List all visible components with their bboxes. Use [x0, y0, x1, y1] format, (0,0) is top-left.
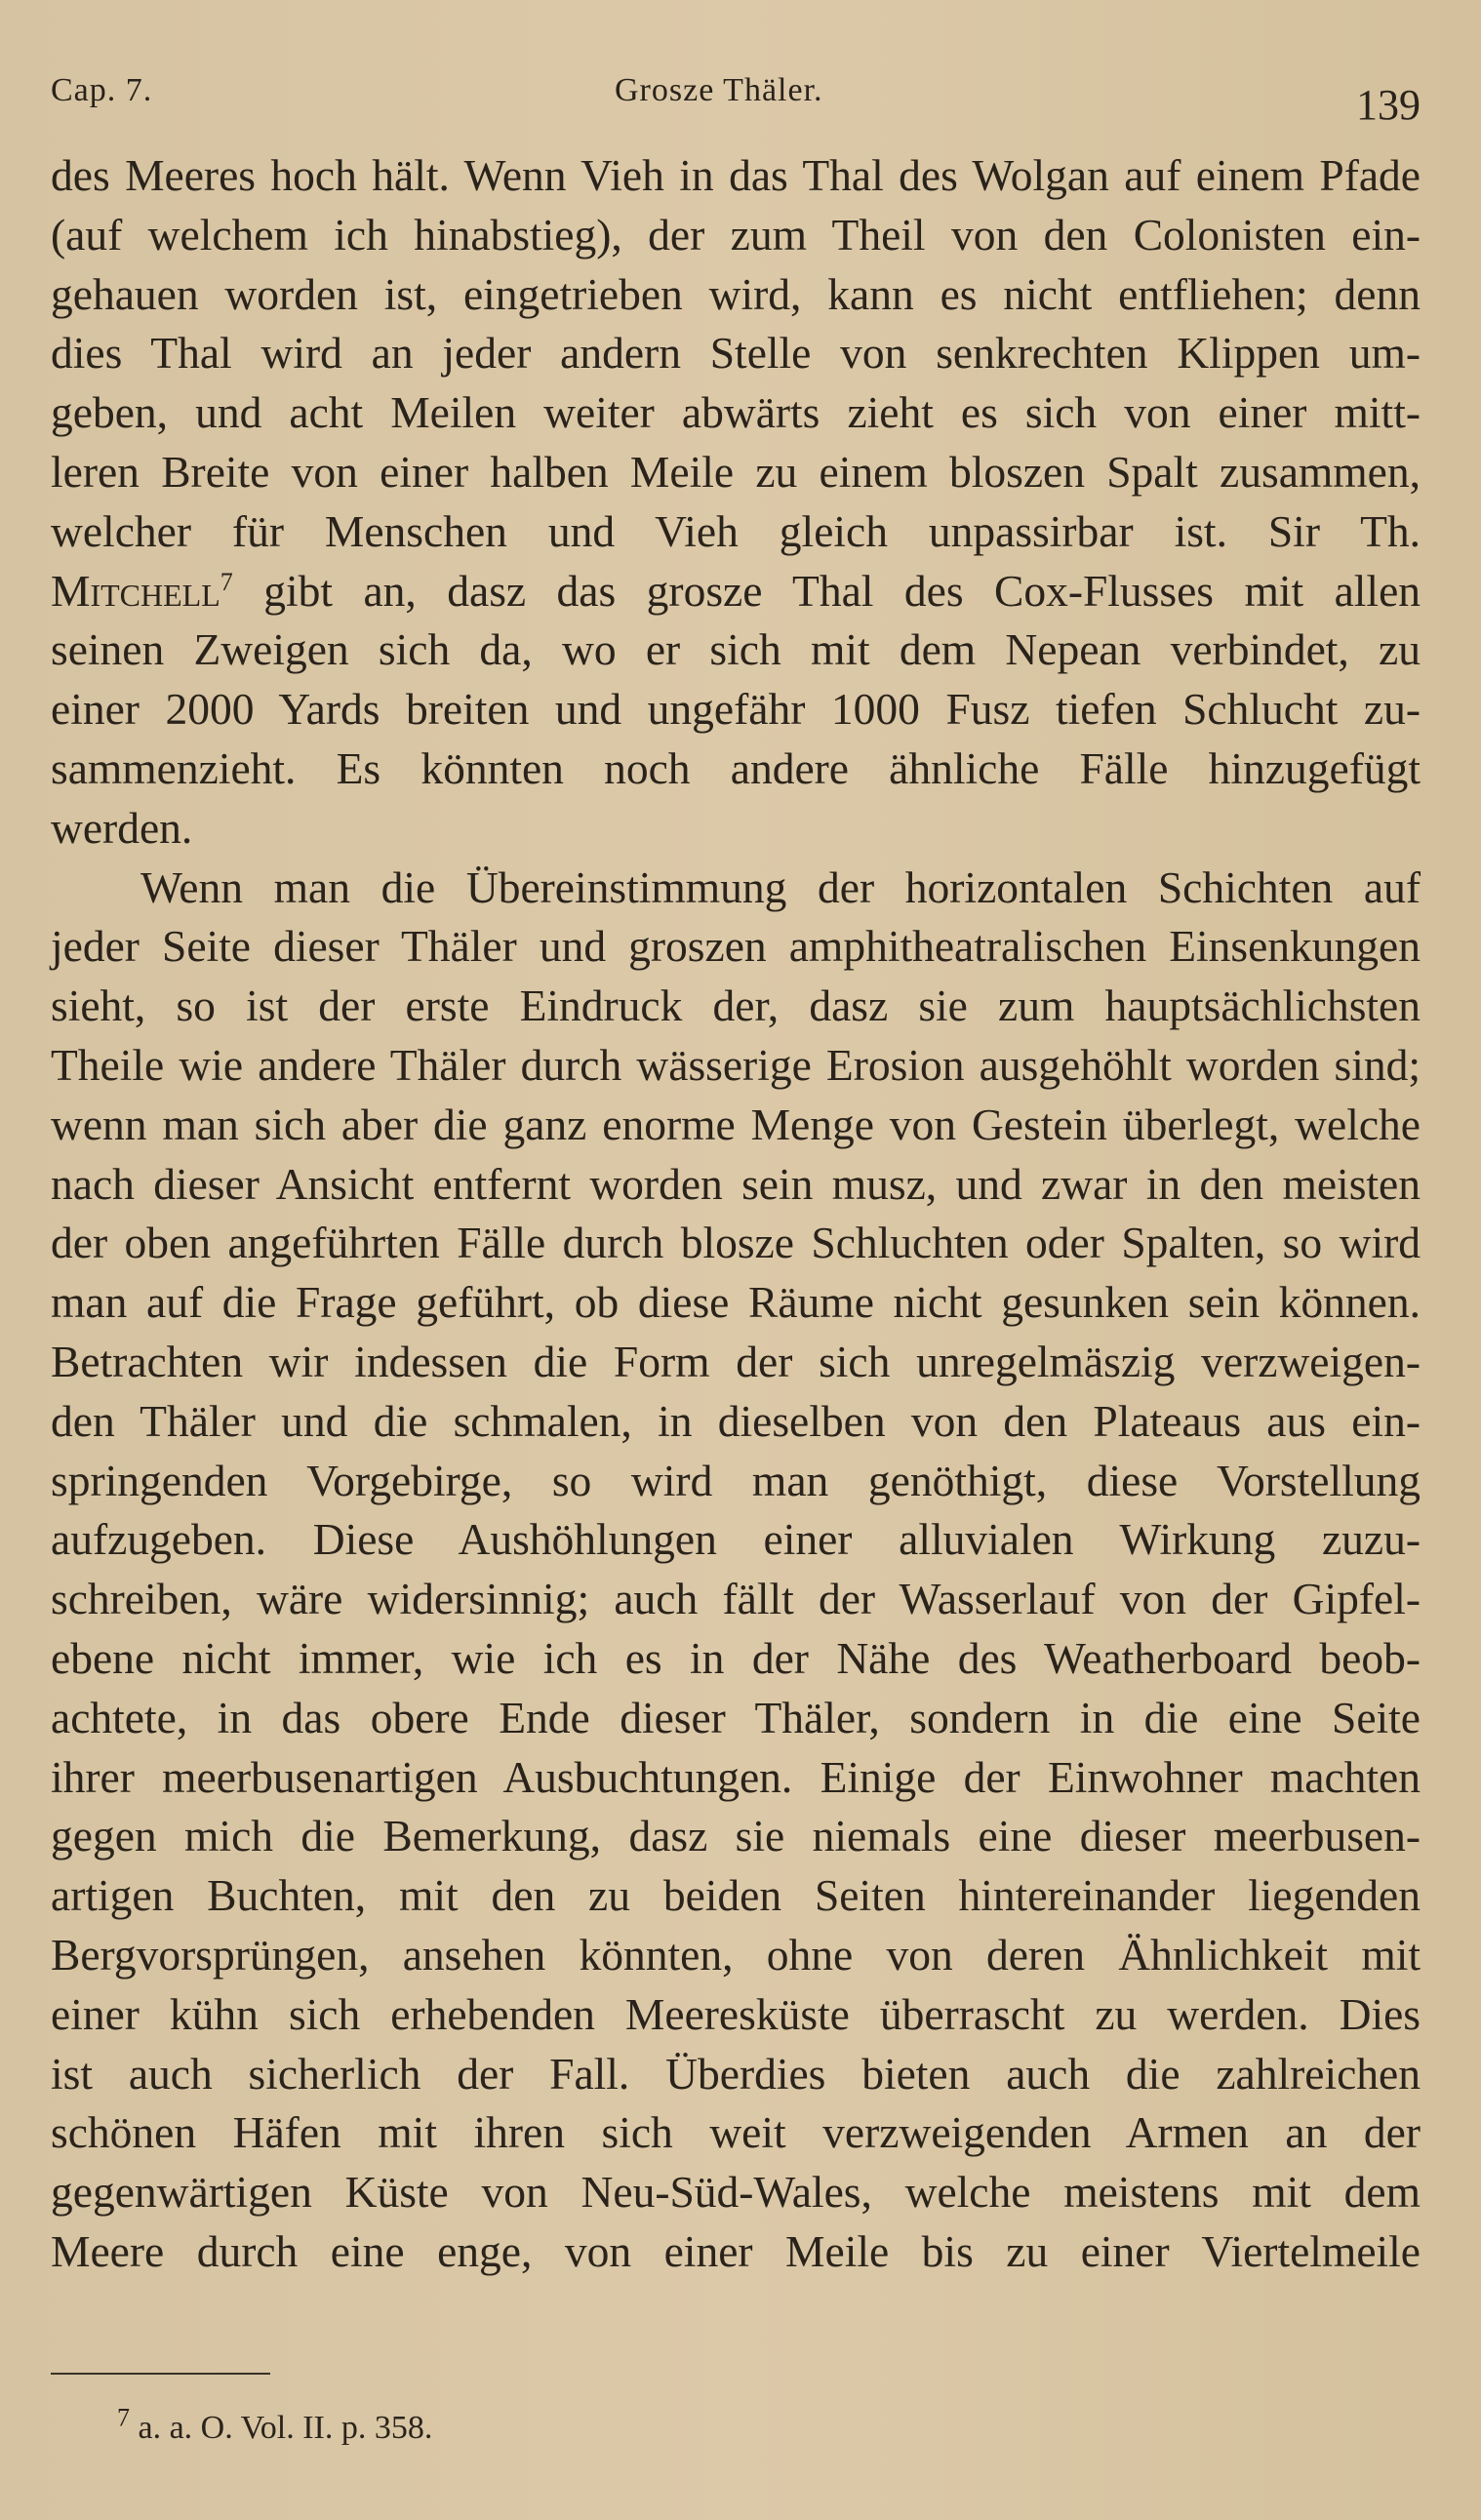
text-line: dies Thal wird an jeder andern Stelle von senkrechten Klippen um- — [51, 328, 1421, 379]
text-line: geben, und acht Meilen weiter abwärts zieht es sich von einer mitt- — [51, 387, 1421, 438]
text-line: gegenwärtigen Küste von Neu-Süd-Wales, welche meistens mit dem — [51, 2167, 1421, 2218]
text-line: sieht, so ist der erste Eindruck der, dasz sie zum hauptsächlichsten — [51, 980, 1421, 1031]
text-line: Bergvorsprüngen, ansehen könnten, ohne von deren Ähnlichkeit mit — [51, 1929, 1421, 1980]
running-title: Grosze Thäler. — [615, 72, 823, 108]
text-line: ist auch sicherlich der Fall. Überdies bieten auch die zahlreichen — [51, 2048, 1421, 2099]
text-line: Theile wie andere Thäler durch wässerige Erosion ausgehöhlt worden sind; — [51, 1039, 1421, 1090]
text-line: leren Breite von einer halben Meile zu einem bloszen Spalt zusammen, — [51, 446, 1421, 497]
text-line: ihrer meerbusenartigen Ausbuchtungen. Einige der Einwohner machten — [51, 1751, 1421, 1802]
text-line: schreiben, wäre widersinnig; auch fällt der Wasserlauf von der Gipfel- — [51, 1574, 1421, 1624]
text-line: werden. — [51, 802, 193, 853]
text-line: der oben angeführten Fälle durch blosze Schluchten oder Spalten, so wird — [51, 1218, 1421, 1268]
text-line: wenn man sich aber die ganz enorme Menge von Gestein überlegt, welche — [51, 1099, 1421, 1149]
text-line: gegen mich die Bemerkung, dasz sie niemals eine dieser meerbusen- — [51, 1811, 1421, 1861]
footnote-ref: 7 — [220, 567, 233, 596]
text-line: Wenn man die Übereinstimmung der horizontalen Schichten auf — [140, 861, 1421, 912]
text-line: ebene nicht immer, wie ich es in der Nähe des Weatherboard beob- — [51, 1632, 1421, 1683]
text-line: einer kühn sich erhebenden Meeresküste überrascht zu werden. Dies — [51, 1988, 1421, 2039]
text-line: achtete, in das obere Ende dieser Thäler, sondern in die eine Seite — [51, 1692, 1421, 1742]
footnote-text: a. a. O. Vol. II. p. 358. — [138, 2410, 433, 2446]
text-line: (auf welchem ich hinabstieg), der zum Theil von den Colonisten ein- — [51, 209, 1421, 260]
chapter-label: Cap. 7. — [51, 72, 153, 108]
text-line: schönen Häfen mit ihren sich weit verzweigenden Armen an der — [51, 2107, 1421, 2158]
text-line: aufzugeben. Diese Aushöhlungen einer alluvialen Wirkung zuzu- — [51, 1514, 1421, 1565]
text-line: man auf die Frage geführt, ob diese Räume nicht gesunken sein können. — [51, 1277, 1421, 1328]
text-line: Betrachten wir indessen die Form der sich unregelmäszig verzweigen- — [51, 1336, 1421, 1386]
author-name: Mitchell — [51, 565, 220, 616]
text-line: sammenzieht. Es könnten noch andere ähnliche Fälle hinzugefügt — [51, 742, 1421, 793]
text-line: jeder Seite dieser Thäler und groszen amphitheatralischen Einsenkungen — [51, 921, 1421, 972]
text-line: gehauen worden ist, eingetrieben wird, kann es nicht entfliehen; denn — [51, 268, 1421, 319]
text-line: Meere durch eine enge, von einer Meile bis zu einer Viertelmeile — [51, 2225, 1421, 2276]
text-line: einer 2000 Yards breiten und ungefähr 1000 Fusz tiefen Schlucht zu- — [51, 684, 1421, 735]
page-number: 139 — [1356, 81, 1421, 129]
footnote-number: 7 — [117, 2403, 130, 2432]
text-line: den Thäler und die schmalen, in dieselben von den Plateaus aus ein- — [51, 1395, 1421, 1446]
footnote-divider — [51, 2373, 270, 2375]
text-line: welcher für Menschen und Vieh gleich unpassirbar ist. Sir Th. — [51, 505, 1421, 556]
text-line: springenden Vorgebirge, so wird man genöthigt, diese Vorstellung — [51, 1455, 1421, 1505]
body-text — [51, 146, 1421, 2282]
running-header — [51, 60, 1421, 129]
text-line: seinen Zweigen sich da, wo er sich mit dem Nepean verbindet, zu — [51, 624, 1421, 675]
footnote — [117, 2403, 433, 2447]
text-line-mitchell — [51, 562, 1421, 621]
text-line: nach dieser Ansicht entfernt worden sein musz, und zwar in den meisten — [51, 1158, 1421, 1209]
text-line: artigen Buchten, mit den zu beiden Seiten hintereinander liegenden — [51, 1870, 1421, 1921]
text-line-rest: gibt an, dasz das grosze Thal des Cox-Flusses mit allen — [263, 565, 1421, 616]
text-line: des Meeres hoch hält. Wenn Vieh in das Thal des Wolgan auf einem Pfade — [51, 150, 1421, 200]
